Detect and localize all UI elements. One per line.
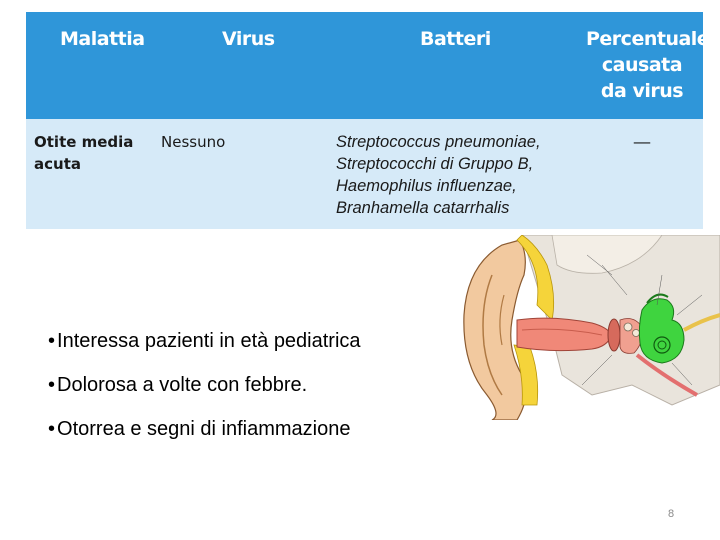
page-number: 8 (668, 508, 675, 520)
header-virus: Virus (222, 28, 275, 50)
bullet-dot: • (48, 374, 56, 396)
cell-disease-line2: acuta (34, 155, 81, 173)
cell-disease-line1: Otite media (34, 133, 134, 151)
bullet-dot: • (48, 418, 56, 440)
bullet-item (48, 414, 361, 458)
cell-disease (34, 131, 133, 175)
header-percent-line1: Percentuale (586, 28, 710, 50)
bacterium: Streptococchi di Gruppo B, (336, 155, 534, 173)
bullet-list (48, 326, 361, 458)
bullet-text: Interessa pazienti in età pediatrica (57, 330, 361, 352)
bacterium: Haemophilus influenzae, (336, 177, 517, 195)
bullet-text: Otorrea e segni di infiammazione (57, 418, 351, 440)
cell-percent: — (633, 133, 651, 151)
header-disease: Malattia (60, 28, 145, 50)
bullet-item (48, 370, 361, 414)
bullet-dot: • (48, 330, 56, 352)
cell-bacteria (336, 131, 541, 219)
bullet-text: Dolorosa a volte con febbre. (57, 374, 308, 396)
bacterium: Streptococcus pneumoniae, (336, 133, 541, 151)
header-percent-line3: da virus (600, 80, 684, 102)
header-bacteria: Batteri (420, 28, 491, 50)
bullet-item (48, 326, 361, 370)
ear-anatomy-illustration (462, 235, 720, 420)
table-header (26, 12, 710, 117)
disease-table (26, 12, 710, 229)
header-percent-line2: causata (601, 54, 683, 76)
header-percent (586, 26, 710, 104)
bacterium: Branhamella catarrhalis (336, 199, 510, 217)
cell-virus: Nessuno (161, 133, 226, 151)
table-row (26, 117, 703, 231)
